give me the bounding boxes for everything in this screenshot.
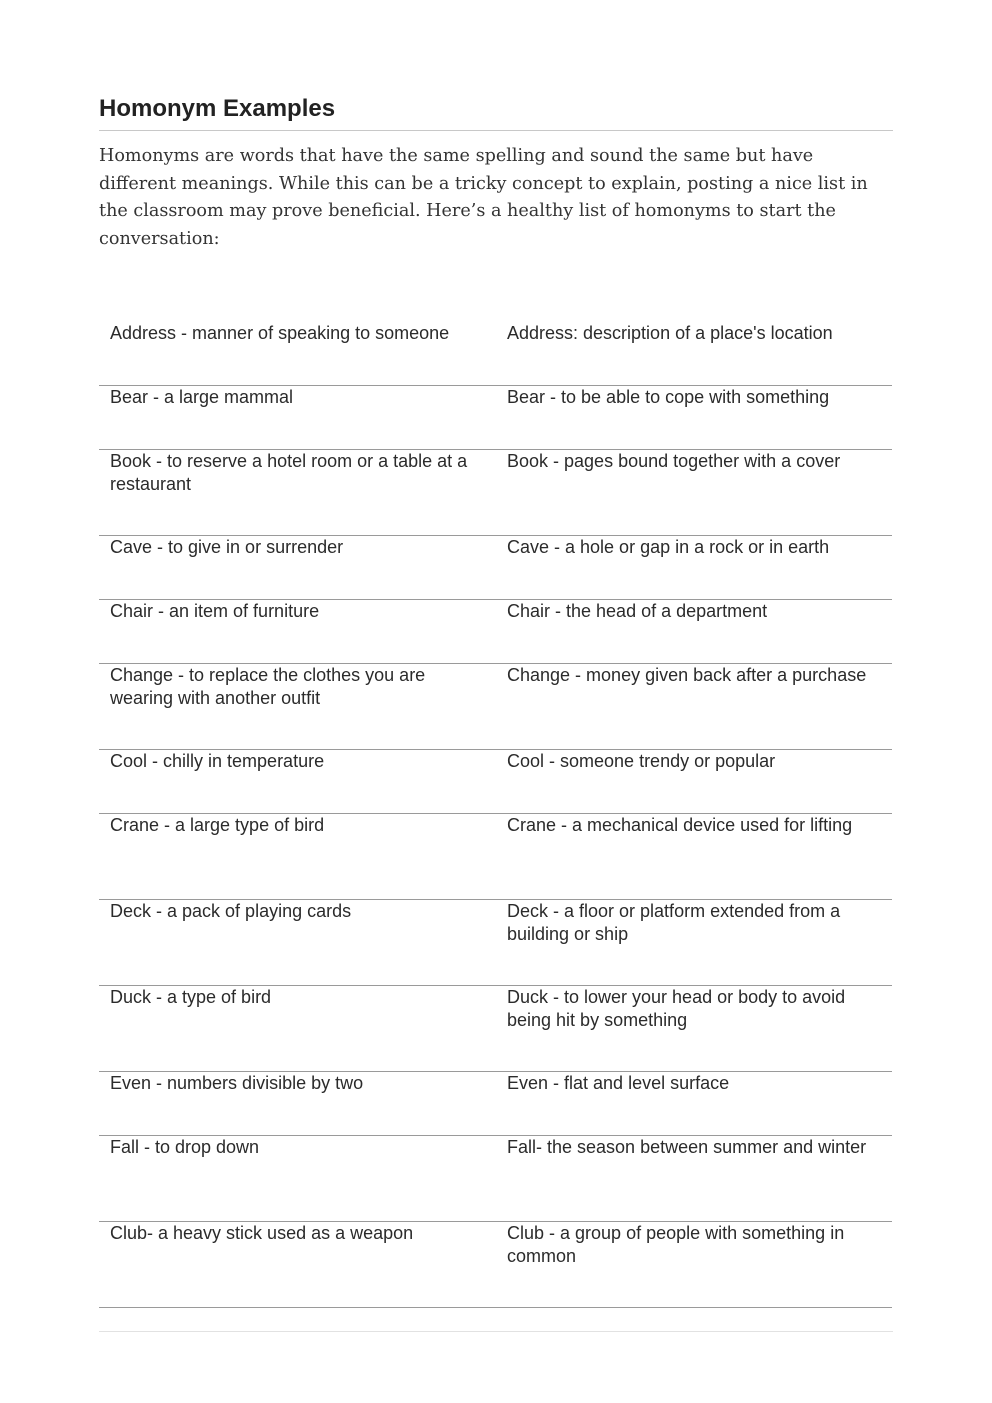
table-row [99,664,892,750]
table-cell-right: Book - pages bound together with a cover [496,450,892,536]
table-cell-left: Address - manner of speaking to someone [99,322,496,386]
table-cell-left: Cool - chilly in temperature [99,750,496,814]
table-cell-left: Fall - to drop down [99,1136,496,1222]
table-cell-left: Chair - an item of furniture [99,600,496,664]
table-row [99,600,892,664]
table-cell-right: Fall- the season between summer and winter [496,1136,892,1222]
table-row [99,986,892,1072]
table-row [99,1072,892,1136]
table-cell-right: Change - money given back after a purchase [496,664,892,750]
table-cell-left: Even - numbers divisible by two [99,1072,496,1136]
footer-divider [99,1331,893,1332]
table-cell-right: Address: description of a place's location [496,322,892,386]
table-cell-right: Deck - a floor or platform extended from a building or ship [496,900,892,986]
table-cell-right: Crane - a mechanical device used for lifting [496,814,892,900]
table-row [99,322,892,386]
document-page [99,94,893,1266]
table-cell-left: Bear - a large mammal [99,386,496,450]
table-cell-right: Duck - to lower your head or body to avoid being hit by something [496,986,892,1072]
table-row [99,536,892,600]
table-cell-left: Book - to reserve a hotel room or a table at a restaurant [99,450,496,536]
table-row [99,386,892,450]
table-cell-right: Cool - someone trendy or popular [496,750,892,814]
table-cell-left: Change - to replace the clothes you are wearing with another outfit [99,664,496,750]
table-row [99,1136,892,1222]
homonym-table [99,322,892,1308]
table-row [99,900,892,986]
page-title: Homonym Examples [99,94,893,131]
table-cell-right: Club - a group of people with something in common [496,1222,892,1308]
table-cell-left: Duck - a type of bird [99,986,496,1072]
table-cell-right: Even - flat and level surface [496,1072,892,1136]
table-cell-left: Club- a heavy stick used as a weapon [99,1222,496,1308]
table-cell-left: Cave - to give in or surrender [99,536,496,600]
table-row [99,450,892,536]
table-cell-left: Deck - a pack of playing cards [99,900,496,986]
table-cell-right: Chair - the head of a department [496,600,892,664]
intro-paragraph: Homonyms are words that have the same spelling and sound the same but have different meanings. While this can be a tricky concept to explain, posting a nice list in the classroom may prove beneficial. Here’s a healthy list of homonyms to start the conversation: [99,146,868,249]
table-cell-right: Bear - to be able to cope with something [496,386,892,450]
table-row [99,750,892,814]
table-row [99,1222,892,1308]
table-cell-right: Cave - a hole or gap in a rock or in earth [496,536,892,600]
table-row [99,814,892,900]
table-cell-left: Crane - a large type of bird [99,814,496,900]
